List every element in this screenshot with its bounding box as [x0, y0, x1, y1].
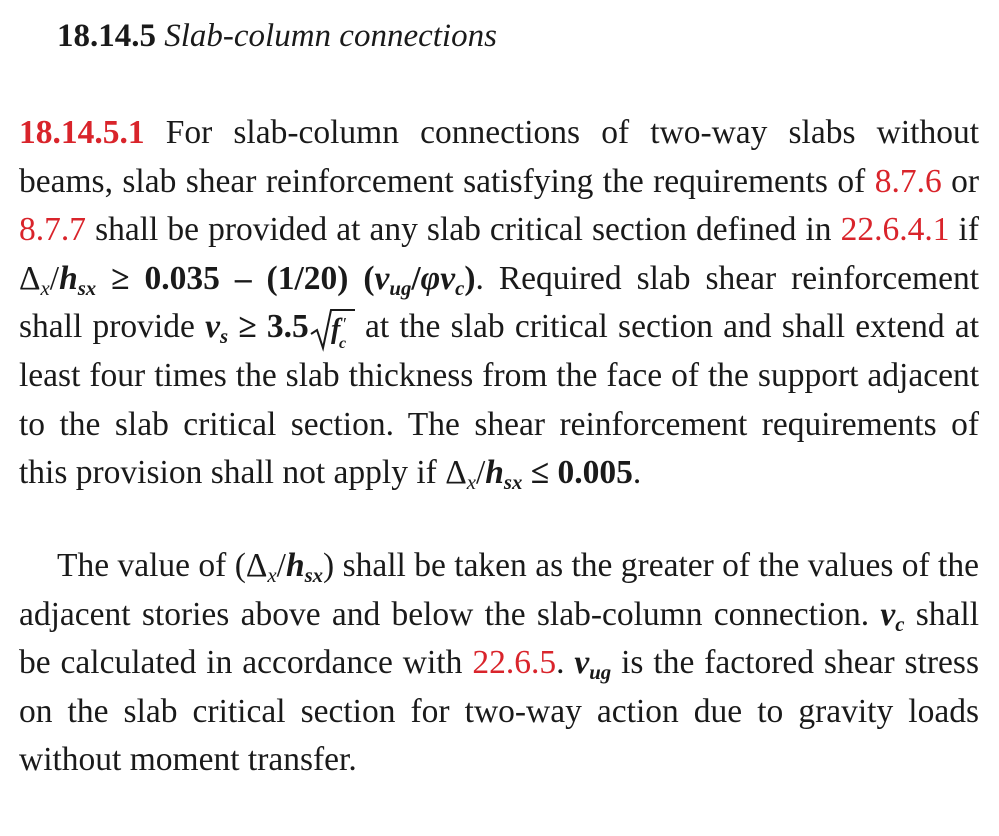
drift-ratio-expression: $(\Delta_x/h_{sx})$ — [234, 547, 335, 587]
reference-link-22-6-4-1[interactable]: 22.6.4.1 — [840, 211, 950, 249]
paragraph-commentary — [19, 542, 979, 785]
svg-text:c: c — [338, 334, 346, 352]
text-run: at the slab critical section and shall extend at least four times the slab thickness from the face of the support adjacent to the slab critical section. The shear reinforcement requirements of this provision shall not apply if — [19, 308, 980, 492]
svg-text:′: ′ — [342, 313, 347, 334]
reference-link-22-6-5[interactable]: 22.6.5 — [472, 644, 557, 682]
text-run: For slab-column connections of two-way slabs without beams, slab shear reinforcement satisfying the requirements of — [19, 114, 979, 200]
text-run: shall be provided at any slab critical section defined in — [86, 211, 841, 249]
shear-strength-inequality: $v_s \ge 3.5$ f ′ c — [205, 308, 355, 345]
text-run: . — [632, 454, 642, 492]
provision-number: 18.14.5.1 — [19, 114, 145, 151]
text-run: The value of — [57, 547, 235, 584]
section-title: Slab-column connections — [164, 18, 497, 54]
section-number: 18.14.5 — [57, 18, 156, 54]
text-run: shall be calculated in accordance with — [19, 595, 979, 682]
svg-text:f: f — [330, 313, 341, 345]
text-run: or — [941, 162, 979, 200]
text-run: . Required slab shear reinforcement shall provide — [19, 259, 980, 346]
paragraph-18-14-5-1 — [19, 109, 979, 498]
text-run: shall be taken as the greater of the values of the adjacent stories above and below the slab-column connection. — [19, 547, 979, 633]
vug-symbol: $v_{ug}$ — [574, 644, 612, 684]
drift-inequality: $\Delta_x/h_{sx} \ge 0.035 - (1/20)$ $(v_{ug}/\varphi v_c)$ — [19, 259, 476, 300]
section-heading — [57, 14, 497, 58]
vc-symbol: $v_c$ — [880, 595, 905, 636]
reference-link-8-7-7[interactable]: 8.7.7 — [19, 211, 86, 249]
text-run: . — [556, 644, 575, 682]
drift-limit-inequality: $\Delta_x/h_{sx} \le 0.005$ — [445, 454, 633, 494]
text-run: if — [949, 211, 979, 249]
text-run: is the factored shear stress on the slab critical section for two-way action due to gravity loads without moment transfer. — [19, 644, 979, 779]
square-root-icon — [309, 308, 355, 352]
reference-link-8-7-6[interactable]: 8.7.6 — [874, 162, 942, 200]
